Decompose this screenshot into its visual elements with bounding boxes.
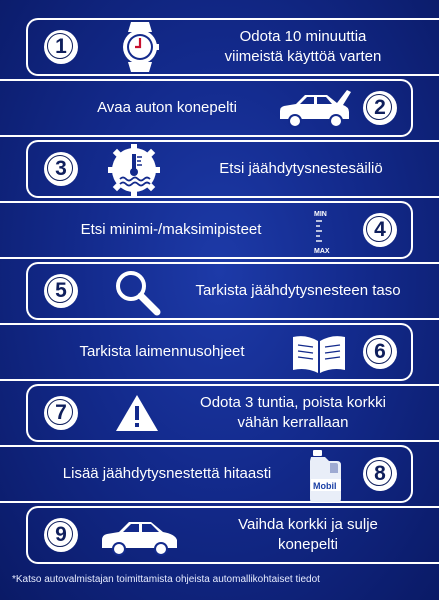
footnote: *Katso autovalmistajan toimittamista ohjeista automallikohtaiset tiedot <box>12 574 320 585</box>
step-number: 7 <box>44 396 78 430</box>
coolant-bottle-icon <box>308 449 344 503</box>
step-number: 5 <box>44 274 78 308</box>
step-text-line: Tarkista jäähdytysnesteen taso <box>195 282 401 299</box>
bottle-brand-label: Mobil <box>313 481 337 491</box>
step-text-line: Vaihda korkki ja sulje <box>238 516 378 533</box>
gauge-min-label: MIN <box>314 211 327 218</box>
step-text <box>203 515 413 555</box>
step-number: 3 <box>44 152 78 186</box>
step-text <box>62 342 262 362</box>
step-number: 9 <box>44 518 78 552</box>
step-8 <box>0 445 413 503</box>
step-text-line: viimeistä käyttöä varten <box>224 48 382 65</box>
watch-icon <box>120 18 160 76</box>
step-text <box>66 220 276 240</box>
car-icon <box>100 516 180 560</box>
step-text-line: vähän kerrallaan <box>237 414 349 431</box>
step-text-line: Lisää jäähdytysnestettä hitaasti <box>62 465 272 482</box>
step-1 <box>26 18 439 76</box>
step-number: 1 <box>44 30 78 64</box>
step-text-line: Etsi minimi-/maksimipisteet <box>80 221 262 238</box>
gauge-max-label: MAX <box>314 248 330 255</box>
step-number: 4 <box>363 213 397 247</box>
level-gauge-icon <box>310 207 336 255</box>
step-9 <box>26 506 439 564</box>
step-text-line: Tarkista laimennusohjeet <box>79 343 245 360</box>
step-number: 8 <box>363 457 397 491</box>
step-7 <box>26 384 439 442</box>
step-text <box>178 393 408 433</box>
step-5 <box>26 262 439 320</box>
open-book-icon <box>291 333 347 375</box>
step-text <box>193 27 413 67</box>
step-text <box>52 464 282 484</box>
car-open-hood-icon <box>276 87 354 133</box>
step-text-line: Odota 3 tuntia, poista korkki <box>200 394 386 411</box>
step-2 <box>0 79 413 137</box>
magnifier-icon <box>113 268 163 316</box>
step-6 <box>0 323 413 381</box>
step-number: 2 <box>363 91 397 125</box>
step-3 <box>26 140 439 198</box>
step-text-line: Avaa auton konepelti <box>97 99 237 116</box>
step-text-line: Etsi jäähdytysnestesäiliö <box>219 160 383 177</box>
step-text <box>173 281 423 301</box>
warning-icon <box>114 393 160 433</box>
step-text <box>206 159 396 179</box>
step-4 <box>0 201 413 259</box>
step-text-line: Odota 10 minuuttia <box>239 28 367 45</box>
coolant-temperature-icon <box>108 142 160 196</box>
step-number: 6 <box>363 335 397 369</box>
step-text-line: konepelti <box>277 536 339 553</box>
step-text <box>92 98 242 118</box>
